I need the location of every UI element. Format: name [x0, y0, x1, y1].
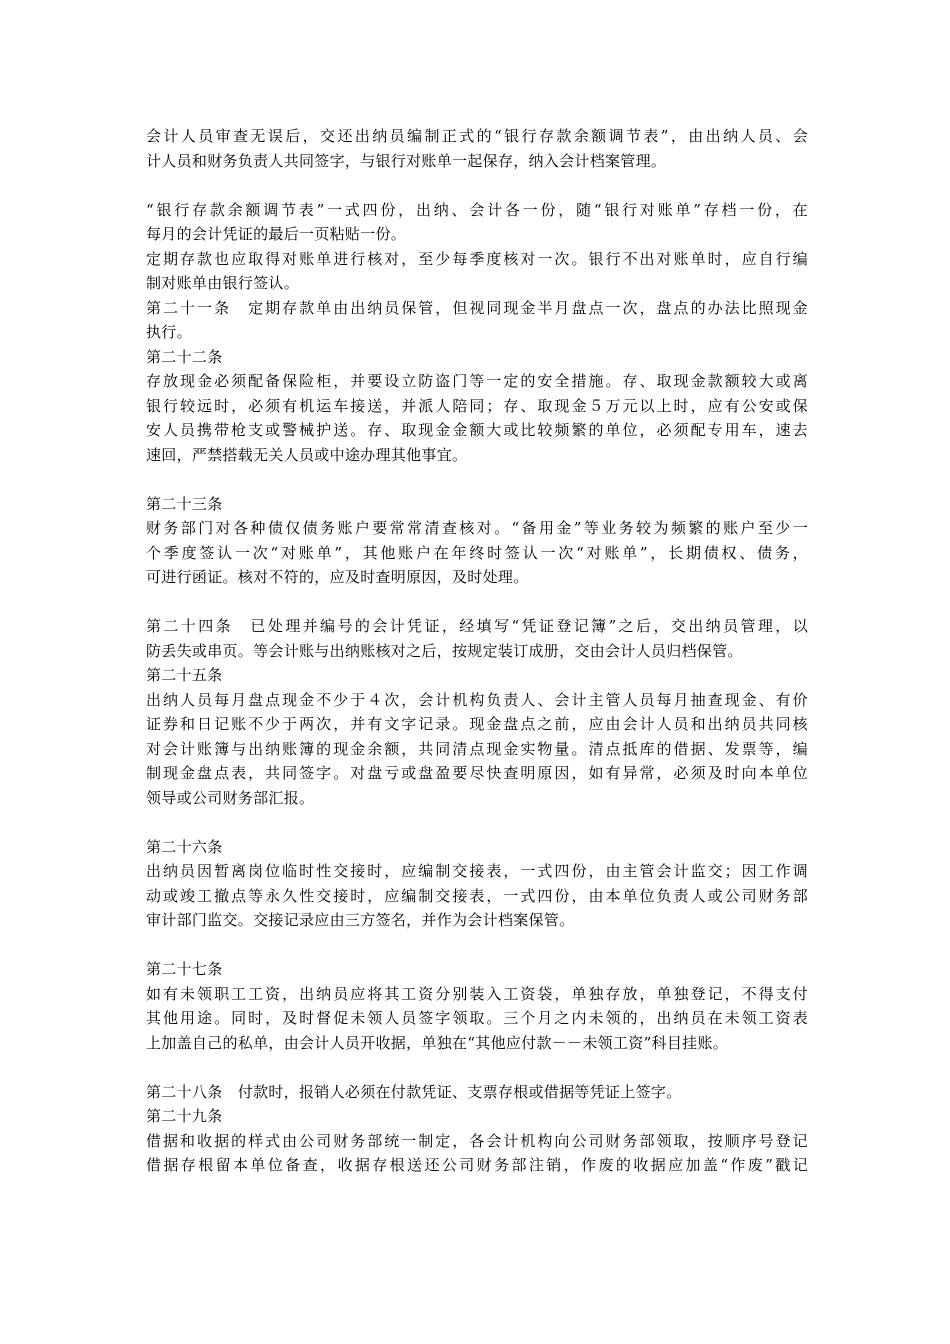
- paragraph: [146, 369, 808, 467]
- text-line: 每月的会计凭证的最后一页粘贴一份。: [146, 225, 407, 243]
- paragraph: [146, 663, 808, 688]
- paragraph-gap: [146, 467, 808, 492]
- text-line: 第二十五条: [146, 666, 223, 684]
- document-body: [146, 124, 808, 1178]
- text-line: 审计部门监交。交接记录应由三方签名，并作为会计档案保管。: [146, 911, 575, 929]
- text-line: 第二十四条 已处理并编号的会计凭证，经填写“凭证登记簿”之后，交出纳员管理，以: [146, 617, 808, 635]
- text-line: 第二十三条: [146, 494, 223, 513]
- text-line: 执行。: [146, 323, 192, 341]
- paragraph: [146, 124, 808, 173]
- text-line: 借据和收据的样式由公司财务部统一制定，各会计机构向公司财务部领取，按顺序号登记: [146, 1131, 808, 1150]
- paragraph-gap: [146, 1055, 808, 1080]
- paragraph-gap: [146, 810, 808, 835]
- paragraph: [146, 1080, 808, 1105]
- text-line: 第二十八条 付款时，报销人必须在付款凭证、支票存根或借据等凭证上签字。: [146, 1082, 682, 1101]
- text-line: 安人员携带枪支或警械护送。存、取现金金额大或比较频繁的单位，必须配专用车，速去: [146, 421, 808, 439]
- paragraph: [146, 1104, 808, 1129]
- paragraph: [146, 957, 808, 982]
- paragraph: [146, 492, 808, 517]
- text-line: 证券和日记账不少于两次，并有文字记录。现金盘点之前，应由会计人员和出纳员共同核: [146, 715, 808, 733]
- text-line: 财务部门对各种债仅债务账户要常常清查核对。“备用金”等业务较为频繁的账户至少一: [146, 519, 808, 537]
- paragraph: [146, 614, 808, 663]
- paragraph: [146, 688, 808, 811]
- text-line: 出纳员因暂离岗位临时性交接时，应编制交接表，一式四份，由主管会计监交；因工作调: [146, 862, 808, 880]
- paragraph: [146, 516, 808, 590]
- text-line: 计人员和财务负责人共同签字，与银行对账单一起保存，纳入会计档案管理。: [146, 151, 667, 170]
- text-line: 上加盖自己的私单，由会计人员开收据，单独在“其他应付款－－未领工资”科目挂账。: [146, 1033, 729, 1052]
- text-line: 第二十二条: [146, 347, 223, 366]
- text-line: 制对账单由银行签认。: [146, 274, 300, 292]
- text-line: 其他用途。同时，及时督促未领人员签字领取。三个月之内未领的，出纳员在未领工资表: [146, 1009, 808, 1027]
- text-line: 速回，严禁搭载无关人员或中途办理其他事宜。: [146, 445, 468, 464]
- paragraph-gap: [146, 173, 808, 198]
- text-line: 会计人员审查无误后，交还出纳员编制正式的“银行存款余额调节表”，由出纳人员、会: [146, 127, 808, 145]
- paragraph: [146, 296, 808, 345]
- text-line: “银行存款余额调节表”一式四份，出纳、会计各一份，随“银行对账单”存档一份，在: [146, 200, 808, 219]
- text-line: 第二十六条: [146, 837, 223, 856]
- text-line: 可进行函证。核对不符的，应及时查明原因，及时处理。: [146, 568, 529, 586]
- text-line: 第二十七条: [146, 960, 223, 978]
- paragraph: [146, 1129, 808, 1178]
- paragraph-gap: [146, 933, 808, 958]
- text-line: 防丢失或串页。等会计账与出纳账核对之后，按规定装订成册，交由会计人员归档保管。: [146, 641, 743, 660]
- paragraph: [146, 198, 808, 247]
- text-line: 制现金盘点表，共同签字。对盘亏或盘盈要尽快查明原因，如有异常，必须及时向本单位: [146, 764, 808, 782]
- paragraph: [146, 982, 808, 1056]
- paragraph: [146, 247, 808, 296]
- text-line: 定期存款也应取得对账单进行核对，至少每季度核对一次。银行不出对账单时，应自行编: [146, 249, 808, 268]
- paragraph: [146, 859, 808, 933]
- paragraph-gap: [146, 590, 808, 615]
- text-line: 领导或公司财务部汇报。: [146, 788, 315, 807]
- text-line: 出纳人员每月盘点现金不少于４次，会计机构负责人、会计主管人员每月抽查现金、有价: [146, 690, 808, 709]
- paragraph: [146, 345, 808, 370]
- text-line: 第二十一条 定期存款单由出纳员保管，但视同现金半月盘点一次，盘点的办法比照现金: [146, 298, 808, 317]
- text-line: 如有未领职工工资，出纳员应将其工资分别装入工资袋，单独存放，单独登记，不得支付: [146, 984, 808, 1003]
- text-line: 动或竣工撤点等永久性交接时，应编制交接表，一式四份，由本单位负责人或公司财务部: [146, 886, 808, 905]
- text-line: 银行较远时，必须有机运车接送，并派人陪同；存、取现金５万元以上时，应有公安或保: [146, 396, 808, 415]
- text-line: 对会计账簿与出纳账簿的现金余额，共同清点现金实物量。清点抵库的借据、发票等，编: [146, 739, 808, 758]
- text-line: 个季度签认一次“对账单”，其他账户在年终时签认一次“对账单”，长期债权、债务，: [146, 543, 808, 562]
- text-line: 存放现金必须配备保险柜，并要设立防盗门等一定的安全措施。存、取现金款额较大或离: [146, 372, 808, 390]
- paragraph: [146, 835, 808, 860]
- text-line: 借据存根留本单位备查，收据存根送还公司财务部注销，作废的收据应加盖“作废”戳记: [146, 1156, 808, 1174]
- text-line: 第二十九条: [146, 1107, 223, 1125]
